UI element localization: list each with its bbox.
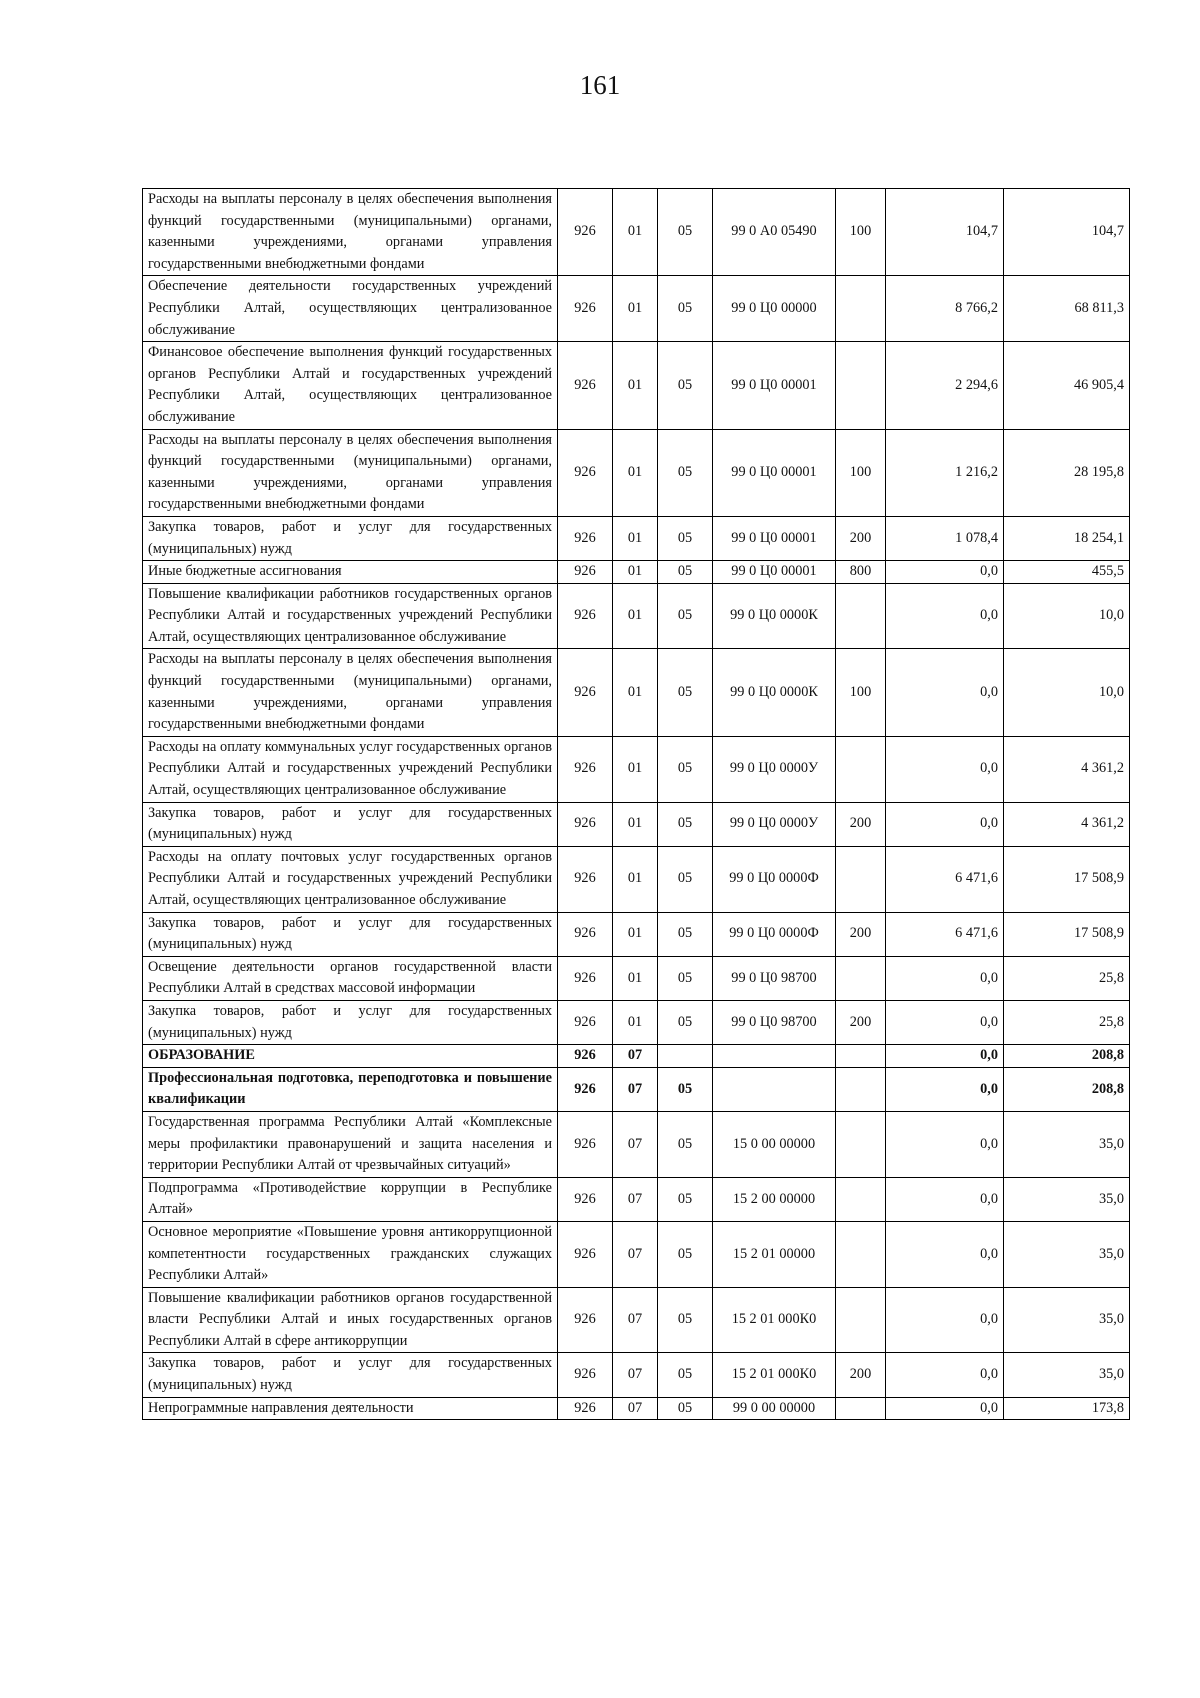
target-article-cell: 15 2 01 00000 <box>713 1221 836 1287</box>
table-row <box>143 1067 1130 1111</box>
section-code-cell: 07 <box>613 1177 658 1221</box>
row-name-cell: Основное мероприятие «Повышение уровня антикоррупционной компетентности государственных гражданских служащих Республики Алтай» <box>143 1221 558 1287</box>
row-name-cell: Расходы на выплаты персоналу в целях обеспечения выполнения функций государственными (муниципальными) органами, казенными учреждениями, органами управления государственными внебюджетными фондами <box>143 429 558 516</box>
admin-code-cell: 926 <box>558 1111 613 1177</box>
table-row <box>143 1397 1130 1420</box>
section-code-cell: 07 <box>613 1287 658 1353</box>
expense-type-cell <box>836 583 886 649</box>
expense-type-cell: 200 <box>836 1000 886 1044</box>
admin-code-cell: 926 <box>558 802 613 846</box>
expense-type-cell <box>836 1397 886 1420</box>
amount-2-cell: 18 254,1 <box>1004 516 1130 560</box>
row-name-cell: Закупка товаров, работ и услуг для государственных (муниципальных) нужд <box>143 516 558 560</box>
admin-code-cell: 926 <box>558 1000 613 1044</box>
row-name-cell: Профессиональная подготовка, переподготовка и повышение квалификации <box>143 1067 558 1111</box>
section-code-cell: 07 <box>613 1111 658 1177</box>
table-row <box>143 189 1130 276</box>
admin-code-cell: 926 <box>558 276 613 342</box>
target-article-cell: 99 0 Ц0 00001 <box>713 516 836 560</box>
target-article-cell: 99 0 Ц0 0000У <box>713 736 836 802</box>
target-article-cell: 99 0 Ц0 00000 <box>713 276 836 342</box>
section-code-cell: 01 <box>613 429 658 516</box>
amount-1-cell: 0,0 <box>886 1397 1004 1420</box>
admin-code-cell: 926 <box>558 846 613 912</box>
section-code-cell: 01 <box>613 649 658 736</box>
section-code-cell: 01 <box>613 189 658 276</box>
table-row <box>143 736 1130 802</box>
amount-2-cell: 35,0 <box>1004 1111 1130 1177</box>
amount-2-cell: 17 508,9 <box>1004 912 1130 956</box>
admin-code-cell: 926 <box>558 1067 613 1111</box>
row-name-cell: Обеспечение деятельности государственных учреждений Республики Алтай, осуществляющих централизованное обслуживание <box>143 276 558 342</box>
subsection-code-cell: 05 <box>658 276 713 342</box>
amount-2-cell: 208,8 <box>1004 1067 1130 1111</box>
section-code-cell: 01 <box>613 276 658 342</box>
amount-1-cell: 0,0 <box>886 583 1004 649</box>
table-row <box>143 1221 1130 1287</box>
target-article-cell: 99 0 Ц0 00001 <box>713 429 836 516</box>
amount-2-cell: 455,5 <box>1004 561 1130 584</box>
table-row <box>143 561 1130 584</box>
subsection-code-cell: 05 <box>658 1000 713 1044</box>
subsection-code-cell: 05 <box>658 1287 713 1353</box>
row-name-cell: Закупка товаров, работ и услуг для государственных (муниципальных) нужд <box>143 1000 558 1044</box>
admin-code-cell: 926 <box>558 429 613 516</box>
row-name-cell: Государственная программа Республики Алтай «Комплексные меры профилактики правонарушений и защита населения и территории Республики Алтай от чрезвычайных ситуаций» <box>143 1111 558 1177</box>
subsection-code-cell: 05 <box>658 649 713 736</box>
row-name-cell: Повышение квалификации работников государственных органов Республики Алтай и государственных учреждений Республики Алтай, осуществляющих централизованное обслуживание <box>143 583 558 649</box>
expense-type-cell: 100 <box>836 649 886 736</box>
table-row <box>143 429 1130 516</box>
table-row <box>143 649 1130 736</box>
expense-type-cell <box>836 1287 886 1353</box>
amount-2-cell: 35,0 <box>1004 1221 1130 1287</box>
amount-1-cell: 0,0 <box>886 736 1004 802</box>
table-row <box>143 516 1130 560</box>
target-article-cell: 15 2 00 00000 <box>713 1177 836 1221</box>
amount-2-cell: 208,8 <box>1004 1045 1130 1068</box>
amount-1-cell: 0,0 <box>886 1177 1004 1221</box>
expense-type-cell: 100 <box>836 189 886 276</box>
admin-code-cell: 926 <box>558 1287 613 1353</box>
budget-table <box>142 188 1130 1420</box>
expense-type-cell <box>836 1067 886 1111</box>
section-code-cell: 01 <box>613 516 658 560</box>
subsection-code-cell: 05 <box>658 516 713 560</box>
expense-type-cell <box>836 956 886 1000</box>
subsection-code-cell: 05 <box>658 1177 713 1221</box>
admin-code-cell: 926 <box>558 583 613 649</box>
row-name-cell: Иные бюджетные ассигнования <box>143 561 558 584</box>
amount-2-cell: 25,8 <box>1004 956 1130 1000</box>
amount-1-cell: 0,0 <box>886 1353 1004 1397</box>
subsection-code-cell: 05 <box>658 1221 713 1287</box>
table-row <box>143 583 1130 649</box>
amount-1-cell: 104,7 <box>886 189 1004 276</box>
subsection-code-cell: 05 <box>658 342 713 429</box>
target-article-cell: 99 0 Ц0 0000Ф <box>713 912 836 956</box>
table-row <box>143 1111 1130 1177</box>
row-name-cell: Расходы на выплаты персоналу в целях обеспечения выполнения функций государственными (муниципальными) органами, казенными учреждениями, органами управления государственными внебюджетными фондами <box>143 649 558 736</box>
admin-code-cell: 926 <box>558 1221 613 1287</box>
table-row <box>143 342 1130 429</box>
table-row <box>143 1353 1130 1397</box>
expense-type-cell <box>836 1177 886 1221</box>
row-name-cell: Расходы на оплату почтовых услуг государственных органов Республики Алтай и государственных учреждений Республики Алтай, осуществляющих централизованное обслуживание <box>143 846 558 912</box>
target-article-cell: 99 0 Ц0 0000К <box>713 649 836 736</box>
row-name-cell: Закупка товаров, работ и услуг для государственных (муниципальных) нужд <box>143 912 558 956</box>
amount-1-cell: 0,0 <box>886 956 1004 1000</box>
section-code-cell: 01 <box>613 1000 658 1044</box>
row-name-cell: Подпрограмма «Противодействие коррупции в Республике Алтай» <box>143 1177 558 1221</box>
amount-2-cell: 4 361,2 <box>1004 736 1130 802</box>
expense-type-cell: 200 <box>836 802 886 846</box>
expense-type-cell <box>836 1221 886 1287</box>
subsection-code-cell: 05 <box>658 429 713 516</box>
amount-1-cell: 8 766,2 <box>886 276 1004 342</box>
subsection-code-cell: 05 <box>658 912 713 956</box>
section-code-cell: 07 <box>613 1067 658 1111</box>
amount-1-cell: 0,0 <box>886 802 1004 846</box>
admin-code-cell: 926 <box>558 1045 613 1068</box>
amount-2-cell: 35,0 <box>1004 1287 1130 1353</box>
section-code-cell: 07 <box>613 1045 658 1068</box>
target-article-cell <box>713 1067 836 1111</box>
admin-code-cell: 926 <box>558 649 613 736</box>
table-row <box>143 1045 1130 1068</box>
amount-1-cell: 0,0 <box>886 1000 1004 1044</box>
amount-2-cell: 68 811,3 <box>1004 276 1130 342</box>
admin-code-cell: 926 <box>558 189 613 276</box>
table-row <box>143 276 1130 342</box>
amount-2-cell: 35,0 <box>1004 1353 1130 1397</box>
admin-code-cell: 926 <box>558 561 613 584</box>
table-row <box>143 1287 1130 1353</box>
admin-code-cell: 926 <box>558 956 613 1000</box>
amount-2-cell: 104,7 <box>1004 189 1130 276</box>
amount-1-cell: 1 216,2 <box>886 429 1004 516</box>
row-name-cell: ОБРАЗОВАНИЕ <box>143 1045 558 1068</box>
section-code-cell: 01 <box>613 956 658 1000</box>
amount-2-cell: 4 361,2 <box>1004 802 1130 846</box>
table-row <box>143 912 1130 956</box>
row-name-cell: Закупка товаров, работ и услуг для государственных (муниципальных) нужд <box>143 1353 558 1397</box>
amount-1-cell: 0,0 <box>886 1045 1004 1068</box>
table-row <box>143 956 1130 1000</box>
target-article-cell: 99 0 Ц0 98700 <box>713 1000 836 1044</box>
amount-1-cell: 0,0 <box>886 1287 1004 1353</box>
amount-1-cell: 2 294,6 <box>886 342 1004 429</box>
subsection-code-cell: 05 <box>658 583 713 649</box>
target-article-cell <box>713 1045 836 1068</box>
target-article-cell: 99 0 Ц0 00001 <box>713 342 836 429</box>
expense-type-cell: 200 <box>836 912 886 956</box>
subsection-code-cell: 05 <box>658 736 713 802</box>
section-code-cell: 07 <box>613 1353 658 1397</box>
target-article-cell: 15 2 01 000К0 <box>713 1287 836 1353</box>
section-code-cell: 01 <box>613 736 658 802</box>
amount-1-cell: 0,0 <box>886 561 1004 584</box>
row-name-cell: Непрограммные направления деятельности <box>143 1397 558 1420</box>
target-article-cell: 99 0 Ц0 00001 <box>713 561 836 584</box>
amount-1-cell: 0,0 <box>886 649 1004 736</box>
table-row <box>143 802 1130 846</box>
subsection-code-cell: 05 <box>658 802 713 846</box>
subsection-code-cell: 05 <box>658 846 713 912</box>
amount-2-cell: 10,0 <box>1004 583 1130 649</box>
subsection-code-cell <box>658 1045 713 1068</box>
expense-type-cell <box>836 276 886 342</box>
subsection-code-cell: 05 <box>658 1353 713 1397</box>
row-name-cell: Повышение квалификации работников органов государственной власти Республики Алтай и иных государственных органов Республики Алтай в сфере антикоррупции <box>143 1287 558 1353</box>
admin-code-cell: 926 <box>558 1177 613 1221</box>
subsection-code-cell: 05 <box>658 189 713 276</box>
subsection-code-cell: 05 <box>658 1067 713 1111</box>
expense-type-cell <box>836 342 886 429</box>
section-code-cell: 01 <box>613 846 658 912</box>
amount-1-cell: 6 471,6 <box>886 846 1004 912</box>
amount-2-cell: 17 508,9 <box>1004 846 1130 912</box>
amount-2-cell: 35,0 <box>1004 1177 1130 1221</box>
target-article-cell: 99 0 Ц0 98700 <box>713 956 836 1000</box>
row-name-cell: Освещение деятельности органов государственной власти Республики Алтай в средствах массовой информации <box>143 956 558 1000</box>
expense-type-cell: 200 <box>836 1353 886 1397</box>
admin-code-cell: 926 <box>558 912 613 956</box>
admin-code-cell: 926 <box>558 736 613 802</box>
section-code-cell: 01 <box>613 561 658 584</box>
amount-2-cell: 28 195,8 <box>1004 429 1130 516</box>
page-number: 161 <box>579 70 621 100</box>
amount-2-cell: 46 905,4 <box>1004 342 1130 429</box>
section-code-cell: 07 <box>613 1221 658 1287</box>
section-code-cell: 01 <box>613 912 658 956</box>
amount-1-cell: 0,0 <box>886 1067 1004 1111</box>
target-article-cell: 99 0 Ц0 0000Ф <box>713 846 836 912</box>
expense-type-cell <box>836 1045 886 1068</box>
amount-1-cell: 0,0 <box>886 1111 1004 1177</box>
expense-type-cell: 100 <box>836 429 886 516</box>
row-name-cell: Финансовое обеспечение выполнения функций государственных органов Республики Алтай и государственных учреждений Республики Алтай, осуществляющих централизованное обслуживание <box>143 342 558 429</box>
target-article-cell: 99 0 А0 05490 <box>713 189 836 276</box>
expense-type-cell: 200 <box>836 516 886 560</box>
target-article-cell: 99 0 Ц0 0000У <box>713 802 836 846</box>
amount-1-cell: 1 078,4 <box>886 516 1004 560</box>
admin-code-cell: 926 <box>558 1397 613 1420</box>
admin-code-cell: 926 <box>558 342 613 429</box>
target-article-cell: 99 0 00 00000 <box>713 1397 836 1420</box>
expense-type-cell <box>836 736 886 802</box>
amount-1-cell: 0,0 <box>886 1221 1004 1287</box>
row-name-cell: Расходы на оплату коммунальных услуг государственных органов Республики Алтай и государственных учреждений Республики Алтай, осуществляющих централизованное обслуживание <box>143 736 558 802</box>
subsection-code-cell: 05 <box>658 561 713 584</box>
amount-2-cell: 25,8 <box>1004 1000 1130 1044</box>
section-code-cell: 01 <box>613 583 658 649</box>
amount-1-cell: 6 471,6 <box>886 912 1004 956</box>
subsection-code-cell: 05 <box>658 1111 713 1177</box>
subsection-code-cell: 05 <box>658 1397 713 1420</box>
table-row <box>143 846 1130 912</box>
expense-type-cell <box>836 1111 886 1177</box>
target-article-cell: 99 0 Ц0 0000К <box>713 583 836 649</box>
target-article-cell: 15 0 00 00000 <box>713 1111 836 1177</box>
amount-2-cell: 173,8 <box>1004 1397 1130 1420</box>
amount-2-cell: 10,0 <box>1004 649 1130 736</box>
admin-code-cell: 926 <box>558 516 613 560</box>
subsection-code-cell: 05 <box>658 956 713 1000</box>
expense-type-cell <box>836 846 886 912</box>
section-code-cell: 01 <box>613 342 658 429</box>
table-row <box>143 1177 1130 1221</box>
table-row <box>143 1000 1130 1044</box>
row-name-cell: Закупка товаров, работ и услуг для государственных (муниципальных) нужд <box>143 802 558 846</box>
section-code-cell: 07 <box>613 1397 658 1420</box>
section-code-cell: 01 <box>613 802 658 846</box>
row-name-cell: Расходы на выплаты персоналу в целях обеспечения выполнения функций государственными (муниципальными) органами, казенными учреждениями, органами управления государственными внебюджетными фондами <box>143 189 558 276</box>
admin-code-cell: 926 <box>558 1353 613 1397</box>
expense-type-cell: 800 <box>836 561 886 584</box>
target-article-cell: 15 2 01 000К0 <box>713 1353 836 1397</box>
